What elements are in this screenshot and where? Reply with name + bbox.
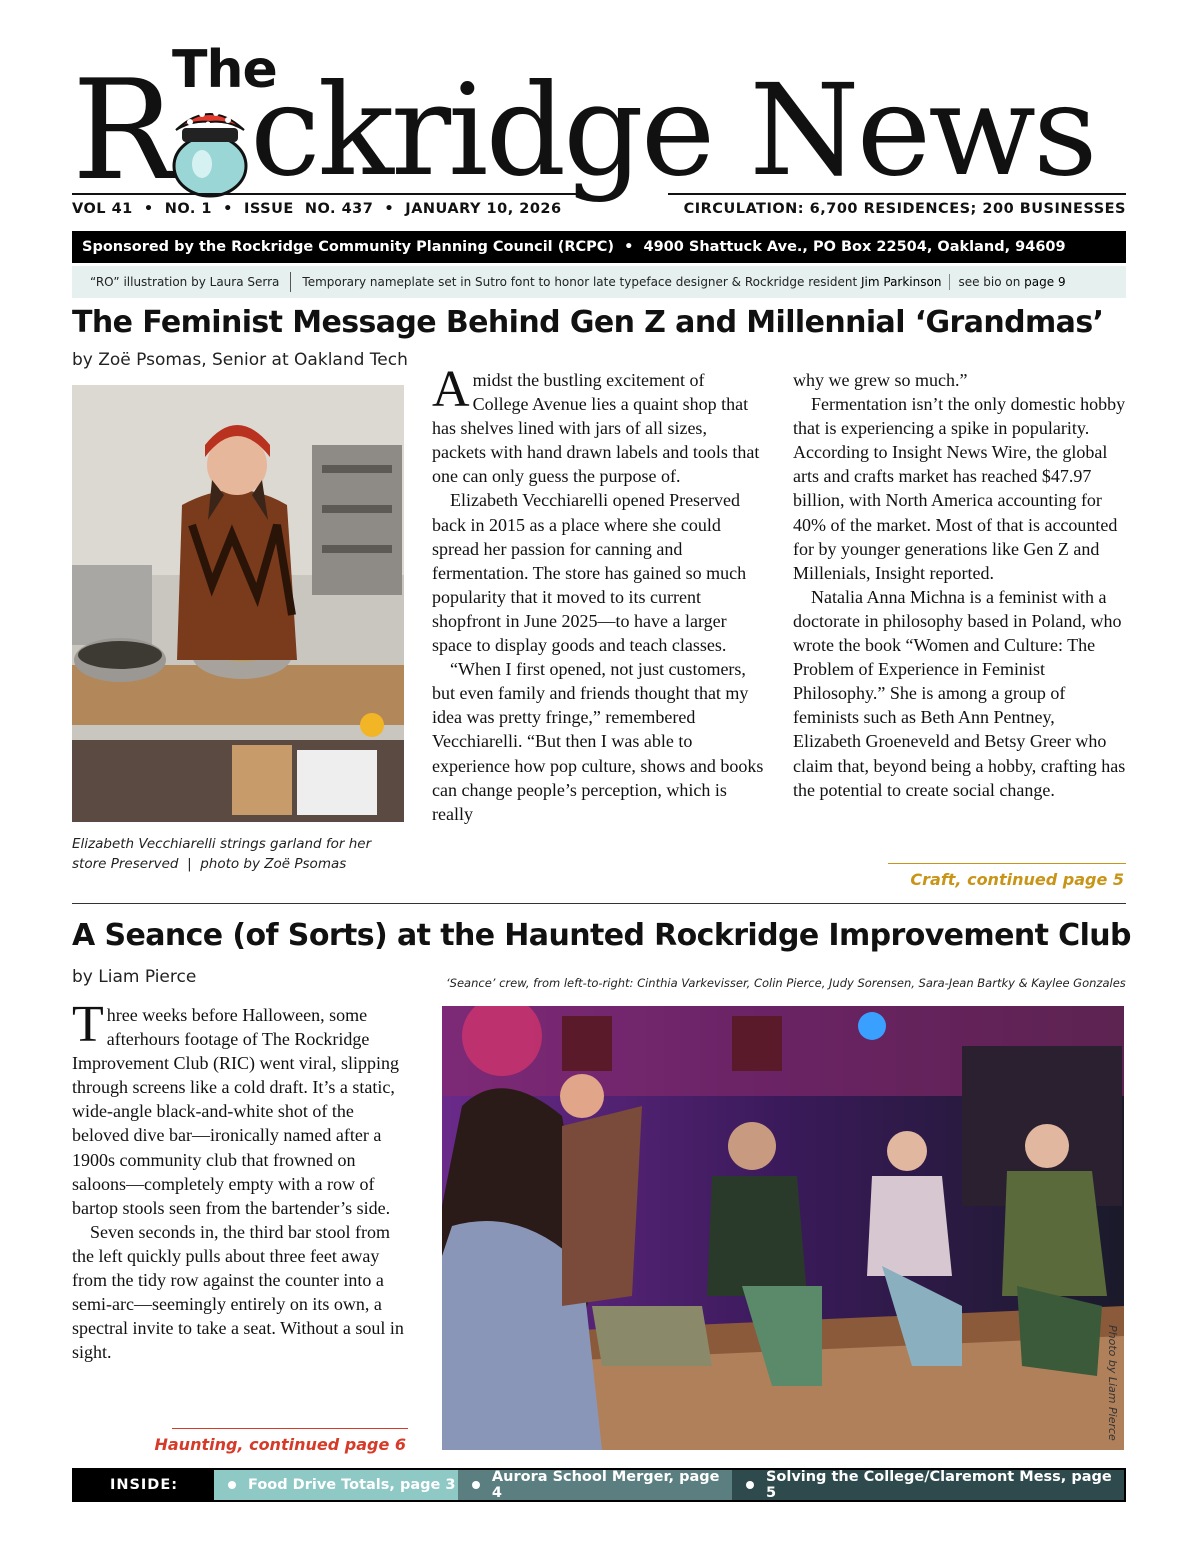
continued-rule [172, 1428, 408, 1429]
volume-issue-date: VOL 41 • NO. 1 • ISSUE NO. 437 • JANUARY 10, 2026 [72, 201, 562, 217]
article2-photo-credit: Photo by Liam Pierce [1106, 1325, 1119, 1441]
credit-bar [72, 266, 1126, 298]
bullet-icon [746, 1481, 754, 1489]
masthead-rule-right [668, 193, 1126, 195]
section-divider [72, 903, 1126, 904]
inside-item-aurora-school[interactable] [458, 1470, 732, 1500]
bullet-icon [472, 1481, 480, 1489]
caption-line: store Preserved | photo by Zoë Psomas [72, 856, 347, 872]
sponsor-bar: Sponsored by the Rockridge Community Planning Council (RCPC) • 4900 Shattuck Ave., PO Box 22504, Oakland, 94609 [72, 231, 1126, 263]
article2-photo [442, 1006, 1124, 1450]
inside-item-college-claremont[interactable] [732, 1470, 1124, 1500]
illustration-credit: “RO” illustration by Laura Serra [90, 275, 280, 289]
article1-column-2 [793, 368, 1126, 802]
dropcap: A [432, 361, 470, 418]
divider [949, 274, 950, 290]
masthead-rule-left [72, 193, 582, 195]
paragraph: why we grew so much.” [793, 370, 968, 390]
paragraph: hree weeks before Halloween, some afterhours footage of The Rockridge Improvement Club (RIC) went viral, slipping through screens like a cold draft. It’s a static, wide-angle black-and-white shot of the beloved dive bar—ironically named after a 1900s community club that frowned on saloons—completely empty with a row of bartop stools seen from the bartender’s side. [72, 1005, 399, 1218]
article1-column-1 [432, 361, 764, 826]
article1-photo-caption [72, 834, 412, 874]
article1-photo [72, 385, 404, 822]
masthead-the: The [172, 40, 277, 100]
paragraph: “When I first opened, not just customers, but even family and friends thought that my idea was pretty fringe,” remembered Vecchiarelli. “But then I was able to experience how pop culture, shows and books can change people’s perception, which is really [432, 659, 764, 824]
inside-index-bar [72, 1468, 1126, 1502]
caption-line: Elizabeth Vecchiarelli strings garland for her [72, 836, 372, 852]
article1-continued-link[interactable]: Craft, continued page 5 [910, 870, 1124, 889]
circulation: CIRCULATION: 6,700 RESIDENCES; 200 BUSINESSES [683, 201, 1126, 217]
inside-item-label: Solving the College/Claremont Mess, page 5 [765, 1469, 1112, 1501]
bio-credit: see bio on [958, 275, 1025, 289]
inside-item-food-drive[interactable] [214, 1470, 458, 1500]
jar-illustration [168, 102, 252, 198]
dropcap: T [72, 996, 104, 1053]
article2-byline: by Liam Pierce [72, 967, 197, 987]
paragraph: midst the bustling excitement of College Avenue lies a quaint shop that has shelves lined with jars of all sizes, packets with hand drawn labels and tools that one can only guess the purpose of. [432, 370, 760, 487]
article2-headline: A Seance (of Sorts) at the Haunted Rockridge Improvement Club [72, 918, 1131, 953]
masthead-r: R [72, 50, 174, 211]
continued-rule [888, 863, 1126, 864]
inside-label: INSIDE: [74, 1470, 214, 1500]
paragraph: Elizabeth Vecchiarelli opened Preserved back in 2015 as a place where she could spread her passion for canning and fermentation. The store has gained so much popularity that it moved to its current shopfront in June 2025—to have a larger space to display goods and teach classes. [432, 490, 747, 656]
shop-photo-illustration [72, 385, 404, 822]
paragraph: Fermentation isn’t the only domestic hobby that is experiencing a spike in popularity. According to Insight News Wire, the global arts and crafts market has reached $47.97 billion, with North America accounting for 40% of the market. Most of that is accounted for by younger generations like Gen Z and Millenials, Insight reported. [793, 394, 1126, 583]
masthead-title: ckridge News [250, 57, 1095, 204]
font-credit: Temporary nameplate set in Sutro font to honor late typeface designer & Rockridge resident [302, 275, 861, 289]
inside-item-label: Aurora School Merger, page 4 [491, 1469, 720, 1501]
inside-item-label: Food Drive Totals, page 3 [248, 1477, 456, 1493]
article1-headline: The Feminist Message Behind Gen Z and Millennial ‘Grandmas’ [72, 305, 1104, 340]
paragraph: Natalia Anna Michna is a feminist with a doctorate in philosophy based in Poland, who wrote the book “Women and Culture: The Problem of Experience in Feminist Philosophy.” She is among a group of feminists such as Beth Ann Pentney, Elizabeth Groeneveld and Betsy Greer who claim that, beyond being a hobby, crafting has the potential to create social change. [793, 586, 1126, 800]
article1-byline: by Zoë Psomas, Senior at Oakland Tech [72, 350, 408, 370]
paragraph: Seven seconds in, the third bar stool from the left quickly pulls about three feet away from the tidy row against the counter into a semi-arc—seemingly entirely on its own, a spectral invite to take a seat. Without a soul in sight. [72, 1221, 404, 1363]
bullet-icon [228, 1481, 236, 1489]
article2-column [72, 996, 412, 1364]
font-credit-name: Jim Parkinson [861, 275, 942, 289]
issue-info-line [72, 193, 1126, 223]
bio-page-link[interactable]: page 9 [1024, 275, 1066, 289]
article2-continued-link[interactable]: Haunting, continued page 6 [154, 1435, 406, 1454]
seance-photo-illustration [442, 1006, 1124, 1450]
divider [290, 272, 291, 292]
article2-photo-caption: ‘Seance’ crew, from left-to-right: Cinthia Varkevisser, Colin Pierce, Judy Sorensen, Sara-Jean Bartky & Kaylee Gonzales [446, 976, 1126, 990]
